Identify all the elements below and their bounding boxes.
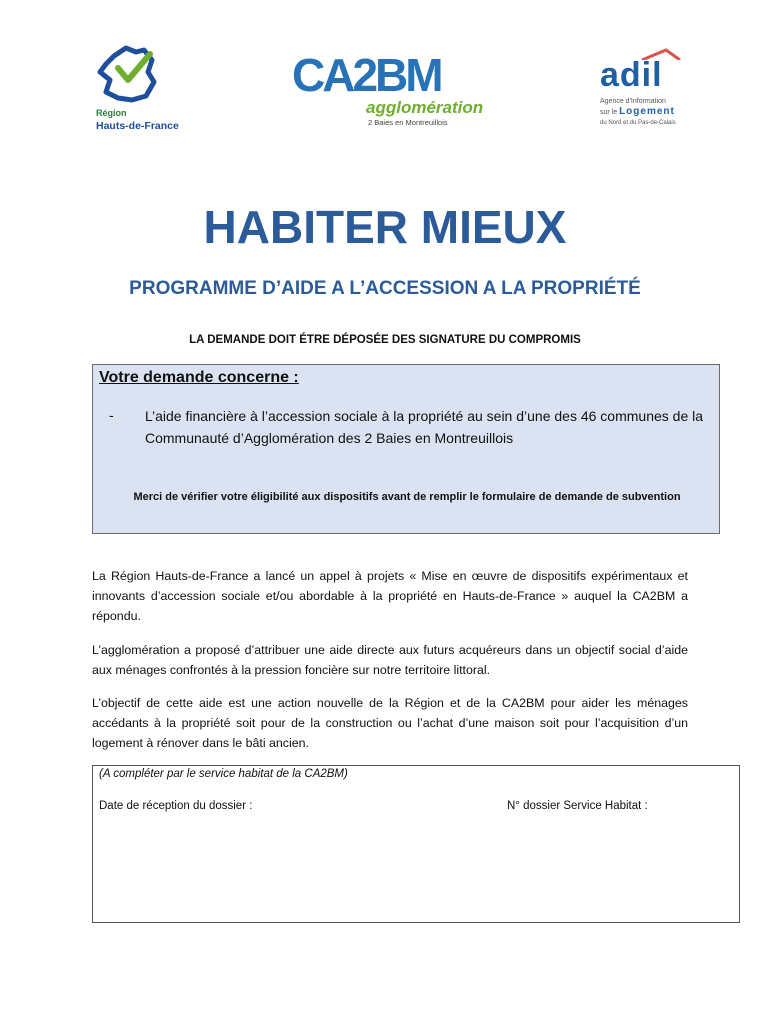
service-habitat-box [92, 765, 740, 923]
eligibility-note: Merci de vérifier votre éligibilité aux dispositifs avant de remplir le formulaire de demande de subvention [133, 491, 681, 503]
list-bullet: - [109, 407, 114, 423]
deposit-notice: LA DEMANDE DOIT ÉTRE DÉPOSÉE DES SIGNATURE DU COMPROMIS [189, 334, 581, 346]
adil-logo-line2-prefix: sur le [600, 109, 618, 116]
region-logo-line2: Hauts-de-France [96, 120, 179, 132]
ca2bm-logo [292, 44, 484, 130]
region-logo-line1: Région [96, 108, 127, 118]
page-title: HABITER MIEUX [203, 201, 567, 253]
ca2bm-logo-sub: agglomération [366, 98, 484, 117]
ca2bm-logo-sub2: 2 Baies en Montreuillois [368, 118, 448, 127]
service-note: (A compléter par le service habitat de la CA2BM) [99, 768, 348, 780]
adil-logo-line2-word: Logement [619, 106, 675, 117]
adil-logo-line2 [600, 106, 675, 117]
reception-date-label: Date de réception du dossier : [99, 800, 253, 812]
dossier-number-label: N° dossier Service Habitat : [507, 800, 648, 812]
adil-logo-line3: du Nord et du Pas-de-Calais [600, 120, 676, 126]
request-item: L’aide financière à l’accession sociale à la propriété au sein d’une des 46 communes de la Communauté d’Agglomération des 2 Baies en Montreuillois [145, 408, 704, 446]
request-heading: Votre demande concerne : [99, 369, 299, 386]
adil-logo-line1: Agence d'Information [600, 98, 666, 105]
adil-logo [596, 50, 686, 134]
paragraph-1: La Région Hauts-de-France a lancé un appel à projets « Mise en œuvre de dispositifs expérimentaux et innovants d’accession sociale et/ou abordable à la propriété en Hauts-de-France » auquel la CA2BM a répondu. [92, 569, 688, 623]
paragraph-3: L’objectif de cette aide est une action nouvelle de la Région et de la CA2BM pour aider les ménages accédants à la propriété soit pour de la construction ou l’achat d’une maison soit pour l’acquisition d’un logement à rénover dans le bâti ancien. [92, 696, 688, 750]
france-map-icon [92, 42, 164, 106]
paragraph-2: L’agglomération a proposé d’attribuer une aide directe aux futurs acquéreurs dans un objectif social d’aide aux ménages confrontés à la pression foncière sur notre territoire littoral. [92, 643, 688, 677]
region-hauts-de-france-logo [92, 42, 192, 134]
ca2bm-logo-main: CA2BM [292, 49, 441, 101]
request-box [92, 364, 720, 534]
page-subtitle: PROGRAMME D’AIDE A L’ACCESSION A LA PROPRIÉTÉ [129, 278, 641, 299]
adil-logo-word: adil [600, 56, 663, 94]
